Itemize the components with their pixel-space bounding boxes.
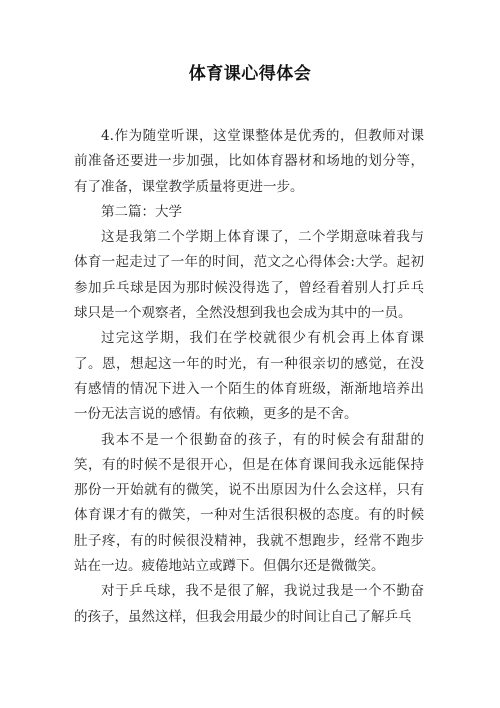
document-body — [74, 124, 424, 630]
paragraph-4: 我本不是一个很勤奋的孩子，有的时候会有甜甜的笑，有的时候不是很开心，但是在体育课间我永远能保持那份一开始就有的微笑，说不出原因为什么会这样，只有体育课才有的微笑，一种对生活很积极的态度。有的时候肚子疼，有的时候很没精神，我就不想跑步，经常不跑步站在一边。疲倦地站立或蹲下。但偶尔还是微微笑。 — [74, 431, 424, 575]
paragraph-1: 4.作为随堂听课，这堂课整体是优秀的，但教师对课前准备还要进一步加强，比如体育器材和场地的划分等，有了准备，课堂教学质量将更进一步。 — [74, 128, 424, 195]
section-heading: 第二篇：大学 — [101, 203, 182, 220]
document-title: 体育课心得体会 — [188, 64, 312, 84]
paragraph-3: 过完这学期，我们在学校就很少有机会再上体育课了。恩，想起这一年的时光，有一种很亲切的感觉，在没有感情的情况下进入一个陌生的体育班级，渐渐地培养出一份无法言说的感情。有依赖，更多的是不舍。 — [74, 330, 424, 423]
paragraph-5: 对于乒乓球，我不是很了解，我说过我是一个不勤奋的孩子，虽然这样，但我会用最少的时间让自己了解乒乓 — [74, 583, 424, 625]
paragraph-2: 这是我第二个学期上体育课了，二个学期意味着我与体育一起走过了一年的时间，范文之心得体会:大学。起初参加乒乓球是因为那时候没得选了，曾经看着别人打乒乓球只是一个观察者，全然没想到我也会成为其中的一员。 — [74, 229, 424, 322]
